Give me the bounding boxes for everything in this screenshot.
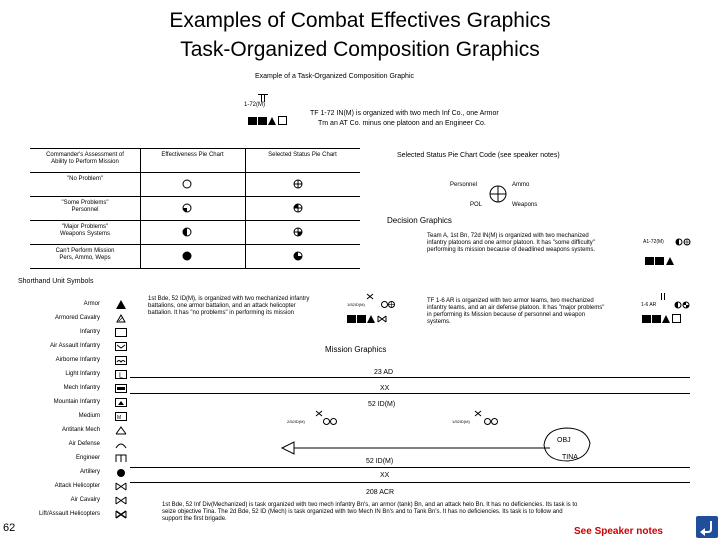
example-description-2: Tm an AT Co. minus one platoon and an Engineer Co.	[318, 120, 486, 127]
mission-left-x-icon	[315, 410, 323, 417]
page-number: 62	[3, 522, 16, 534]
row-label: Weapons Systems	[60, 231, 110, 237]
example-header: Example of a Task-Organized Composition Graphic	[255, 73, 415, 80]
mission-xx-2: XX	[380, 472, 390, 479]
status-code-personnel: Personnel	[450, 182, 478, 188]
shorthand-title: Shorthand Unit Symbols	[18, 278, 94, 285]
status-pie-multi-icon	[293, 251, 303, 261]
row-label: "Major Problems"	[61, 224, 109, 230]
medium-icon	[115, 412, 127, 421]
airborne-infantry-icon	[115, 356, 127, 365]
mission-xx-1: XX	[380, 385, 390, 392]
status-code-ammo: Ammo	[512, 182, 530, 188]
row-label: Personnel	[71, 207, 99, 213]
status-pie-personnel-icon	[293, 203, 303, 213]
engineer-icon	[115, 454, 127, 463]
brigade-x-icon	[366, 293, 374, 300]
tf16-label: 1-6 AR	[641, 302, 657, 308]
mech-infantry-icon	[115, 384, 127, 393]
mission-left-label: 2/52ID(M)	[287, 419, 305, 424]
tf16-text: TF 1-6 AR is organized with two armor teams, two mechanized infantry teams, and an air defense platoon. It has "major problems" in performing its Mission because of personnel and weapon systems.	[427, 298, 605, 325]
mission-right-x-icon	[474, 410, 482, 417]
shorthand-item: Engineer	[75, 455, 100, 461]
brigade-symbol	[345, 293, 405, 329]
tf16-pies-icon	[674, 301, 690, 309]
light-infantry-icon	[115, 370, 127, 379]
shorthand-item: Armor	[83, 301, 100, 307]
tf16-symbol	[640, 293, 692, 327]
decision-graphics-title: Decision Graphics	[387, 216, 452, 225]
shorthand-item: Artillery	[79, 469, 100, 475]
shorthand-item: Attack Helicopter	[54, 483, 100, 489]
air-assault-infantry-icon	[115, 342, 127, 351]
mission-unit-52id-b: 52 ID(M)	[366, 458, 394, 465]
pie-half-icon	[182, 227, 192, 237]
svg-text:L: L	[119, 372, 123, 379]
mission-unit-23ad: 23 AD	[374, 369, 394, 376]
mission-left-pies-icon	[323, 418, 337, 425]
infantry-icon	[115, 328, 127, 337]
header-assessment-2: Ability to Perform Mission	[51, 159, 119, 165]
team-a-text: Team A, 1st Bn, 72d IN(M) is organized with two mechanized infantry platoons and one armor platoon. It has "some difficulty" performing its mission because of deadlined weapons systems.	[427, 233, 596, 253]
shorthand-item: Mech Infantry	[63, 385, 100, 391]
shorthand-item: Air Cavalry	[70, 497, 100, 503]
status-code-weapons: Weapons	[512, 202, 538, 208]
shorthand-item: Medium	[78, 413, 100, 419]
effectiveness-table	[30, 148, 360, 268]
antitank-mech-icon	[115, 426, 127, 435]
row-label: "No Problem"	[67, 176, 103, 182]
example-description-1: TF 1-72 IN(M) is organized with two mech Inf Co., one Armor	[310, 110, 499, 117]
status-pie-empty-icon	[293, 179, 303, 189]
obj-label: OBJ	[557, 437, 571, 444]
shorthand-item: Light Infantry	[65, 371, 100, 377]
obj-name-label: TINA	[562, 454, 578, 461]
pie-quarter-icon	[182, 203, 192, 213]
shorthand-list	[10, 298, 140, 523]
brigade-helo-icon	[377, 315, 387, 323]
mission-unit-52id-a: 52 ID(M)	[368, 401, 396, 408]
air-defense-icon	[115, 440, 127, 449]
header-effectiveness: Effectiveness Pie Chart	[161, 152, 224, 158]
bottom-text: 1st Bde, 52 Inf Div(Mechanized) is task organized with two mech infantry Bn's, an armor (tank) Bn, and an attack helo Bn. It has no deficiencies. Its task is to seize objective Tina. The 2d Bde, 52 ID (Mech) is task organized with two Mech IN Bn's and to Tank Bn's. It has no deficiencies. Its task is to follow and support the first brigade.	[162, 502, 578, 522]
shorthand-item: Air Assault Infantry	[49, 343, 100, 349]
armored-cavalry-icon	[116, 314, 126, 323]
mission-graphics-title: Mission Graphics	[325, 345, 387, 354]
artillery-icon	[116, 468, 126, 478]
mission-right-pies-icon	[484, 418, 498, 425]
shorthand-item: Antitank Mech	[61, 427, 100, 433]
return-button[interactable]	[696, 516, 718, 538]
header-assessment-1: Commander's Assessment of	[46, 152, 124, 158]
title-line-2: Task-Organized Composition Graphics	[180, 38, 540, 61]
shorthand-item: Airborne Infantry	[55, 357, 100, 363]
status-code-title: Selected Status Pie Chart Code (see speaker notes)	[397, 152, 560, 159]
brigade-label: 1/52ID(M)	[347, 302, 365, 307]
lift-assault-helicopter-icon	[115, 510, 127, 519]
shorthand-item: Infantry	[79, 329, 100, 335]
status-pie-weapons-icon	[293, 227, 303, 237]
mission-right-label: 1/52ID(M)	[452, 419, 470, 424]
row-label: Can't Perform Mission	[55, 248, 115, 254]
svg-text:M: M	[117, 415, 122, 421]
team-a-symbol	[643, 236, 691, 268]
armor-icon	[116, 300, 126, 309]
example-unit-symbol	[244, 94, 294, 130]
attack-helicopter-icon	[115, 482, 127, 491]
brigade-text: 1st Bde, 52 ID(M), is organized with two mechanized infantry battalions, one armor battalion, and an attack helicopter battalion. It has "no problems" in performing its mission	[148, 296, 310, 316]
title-line-1: Examples of Combat Effectives Graphics	[169, 9, 551, 32]
row-label: "Some Problems"	[61, 200, 109, 206]
shorthand-item: Armored Cavalry	[54, 315, 100, 321]
team-a-pies-icon	[675, 238, 691, 246]
mission-acr: 208 ACR	[366, 489, 395, 496]
brigade-pies-icon	[381, 301, 395, 308]
air-cavalry-icon	[115, 496, 127, 505]
row-label: Pers, Ammo, Weps	[59, 255, 111, 261]
status-code-pol: POL	[470, 202, 483, 208]
shorthand-item: Lift/Assault Helicopters	[38, 511, 100, 517]
return-arrow-icon	[696, 516, 718, 538]
mission-arrow-icon	[280, 428, 580, 470]
header-status: Selected Status Pie Chart	[268, 152, 337, 158]
status-code-pie-icon	[489, 185, 507, 203]
shorthand-item: Mountain Infantry	[53, 399, 100, 405]
speaker-notes-link[interactable]: See Speaker notes	[574, 526, 663, 537]
team-a-label: A1-72(M)	[643, 239, 664, 245]
shorthand-item: Air Defense	[68, 441, 100, 447]
pie-full-icon	[182, 251, 192, 261]
pie-empty-icon	[182, 179, 192, 189]
example-unit-designation: 1-72(M)	[244, 102, 266, 108]
mountain-infantry-icon	[115, 398, 127, 407]
